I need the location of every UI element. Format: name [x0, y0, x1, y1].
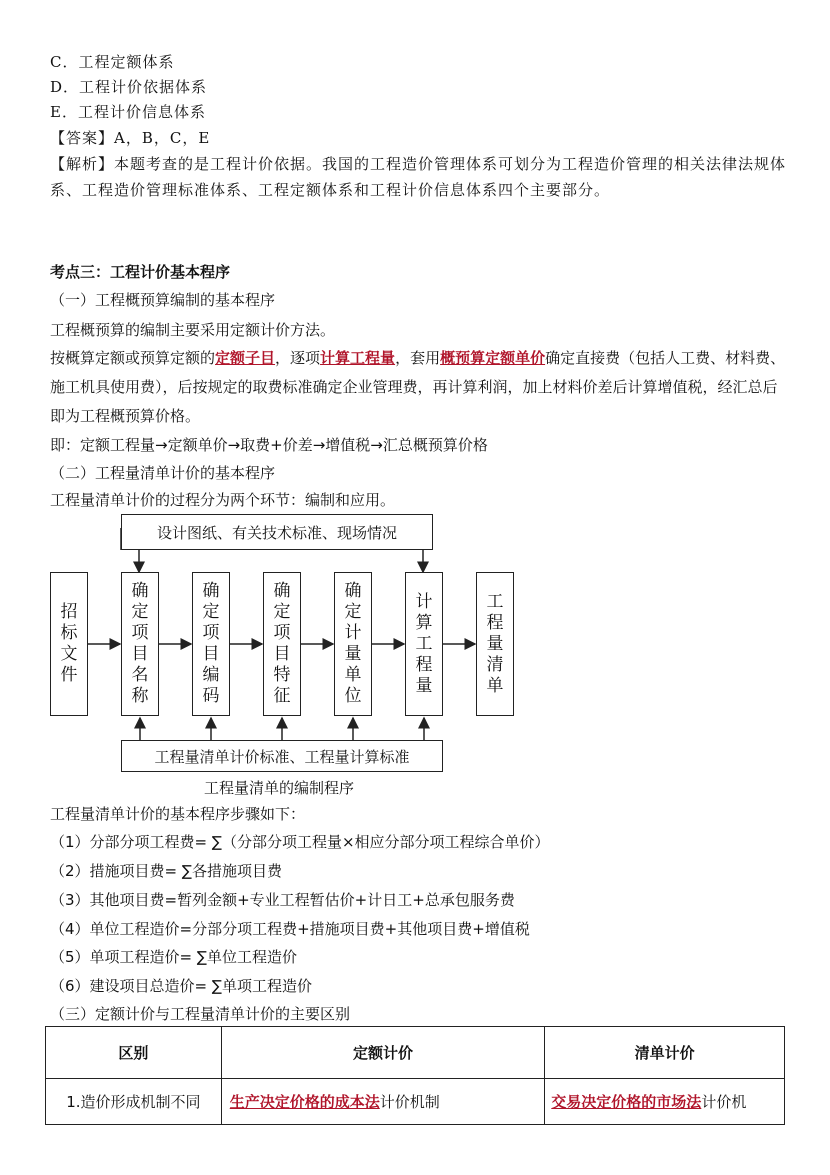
step-item-name: 确 定 项 目 名 称: [121, 572, 159, 716]
two-parts-text: 工程量清单计价的过程分为两个环节：编制和应用。: [50, 491, 396, 509]
step-2: （2）措施项目费= ∑各措施项目费: [50, 862, 282, 880]
highlight-quota-item: 定额子目: [215, 349, 276, 367]
section-title: 考点三：工程计价基本程序: [50, 263, 231, 281]
option-c: C．工程定额体系: [50, 53, 175, 71]
highlight-calc-quantity: 计算工程量: [320, 349, 396, 367]
table-cell: 生产决定价格的成本法计价机制: [221, 1079, 545, 1125]
flow-text: 即：定额工程量→定额单价→取费+价差→增值税→汇总概预算价格: [50, 436, 488, 454]
step-6: （6）建设项目总造价= ∑单项工程造价: [50, 977, 312, 995]
option-d: D．工程计价依据体系: [50, 78, 208, 96]
table-header-cell: 清单计价: [545, 1027, 785, 1079]
steps-intro: 工程量清单计价的基本程序步骤如下：: [50, 805, 306, 823]
diagram-caption: 工程量清单的编制程序: [204, 779, 355, 797]
step-item-code: 确 定 项 目 编 码: [192, 572, 230, 716]
step-5: （5）单项工程造价= ∑单位工程造价: [50, 948, 297, 966]
method-text: 工程概预算的编制主要采用定额计价方法。: [50, 321, 336, 339]
table-header-cell: 定额计价: [221, 1027, 545, 1079]
step-item-feature: 确 定 项 目 特 征: [263, 572, 301, 716]
diagram-bottom-box: 工程量清单计价标准、工程量计算标准: [121, 740, 443, 772]
table-header-row: [46, 1027, 785, 1079]
highlight-unit-price: 概预算定额单价: [440, 349, 546, 367]
table-row: [46, 1079, 785, 1125]
step-tender-docs: 招 标 文 件: [50, 572, 88, 716]
diagram-top-box: 设计图纸、有关技术标准、现场情况: [121, 514, 433, 550]
step-bill: 工 程 量 清 单: [476, 572, 514, 716]
step-calc-quantity: 计 算 工 程 量: [405, 572, 443, 716]
subsection-3-title: （三）定额计价与工程量清单计价的主要区别: [50, 1005, 351, 1023]
step-1: （1）分部分项工程费= ∑（分部分项工程量×相应分部分项工程综合单价）: [50, 833, 550, 851]
procedure-paragraph: 按概算定额或预算定额的定额子目，逐项计算工程量，套用概预算定额单价确定直接费（包括人工费、材料费、施工机具使用费），后按规定的取费标准确定企业管理费，再计算利润，加上材料价差后计算增值税，经汇总后即为工程概预算价格。: [50, 349, 786, 425]
step-unit: 确 定 计 量 单 位: [334, 572, 372, 716]
comparison-table: [45, 1026, 785, 1125]
analysis: 【解析】本题考查的是工程计价依据。我国的工程造价管理体系可划分为工程造价管理的相关法律法规体系、工程造价管理标准体系、工程定额体系和工程计价信息体系四个主要部分。: [50, 155, 787, 199]
table-cell: 1.造价形成机制不同: [46, 1079, 222, 1125]
step-3: （3）其他项目费=暂列金额+专业工程暂估价+计日工+总承包服务费: [50, 891, 515, 909]
subsection-1-title: （一）工程概预算编制的基本程序: [50, 291, 276, 309]
table-header-cell: 区别: [46, 1027, 222, 1079]
answer: 【答案】A，B，C，E: [50, 129, 211, 147]
step-4: （4）单位工程造价=分部分项工程费+措施项目费+其他项目费+增值税: [50, 920, 530, 938]
option-e: E．工程计价信息体系: [50, 103, 206, 121]
subsection-2-title: （二）工程量清单计价的基本程序: [50, 464, 276, 482]
table-cell: 交易决定价格的市场法计价机: [545, 1079, 785, 1125]
